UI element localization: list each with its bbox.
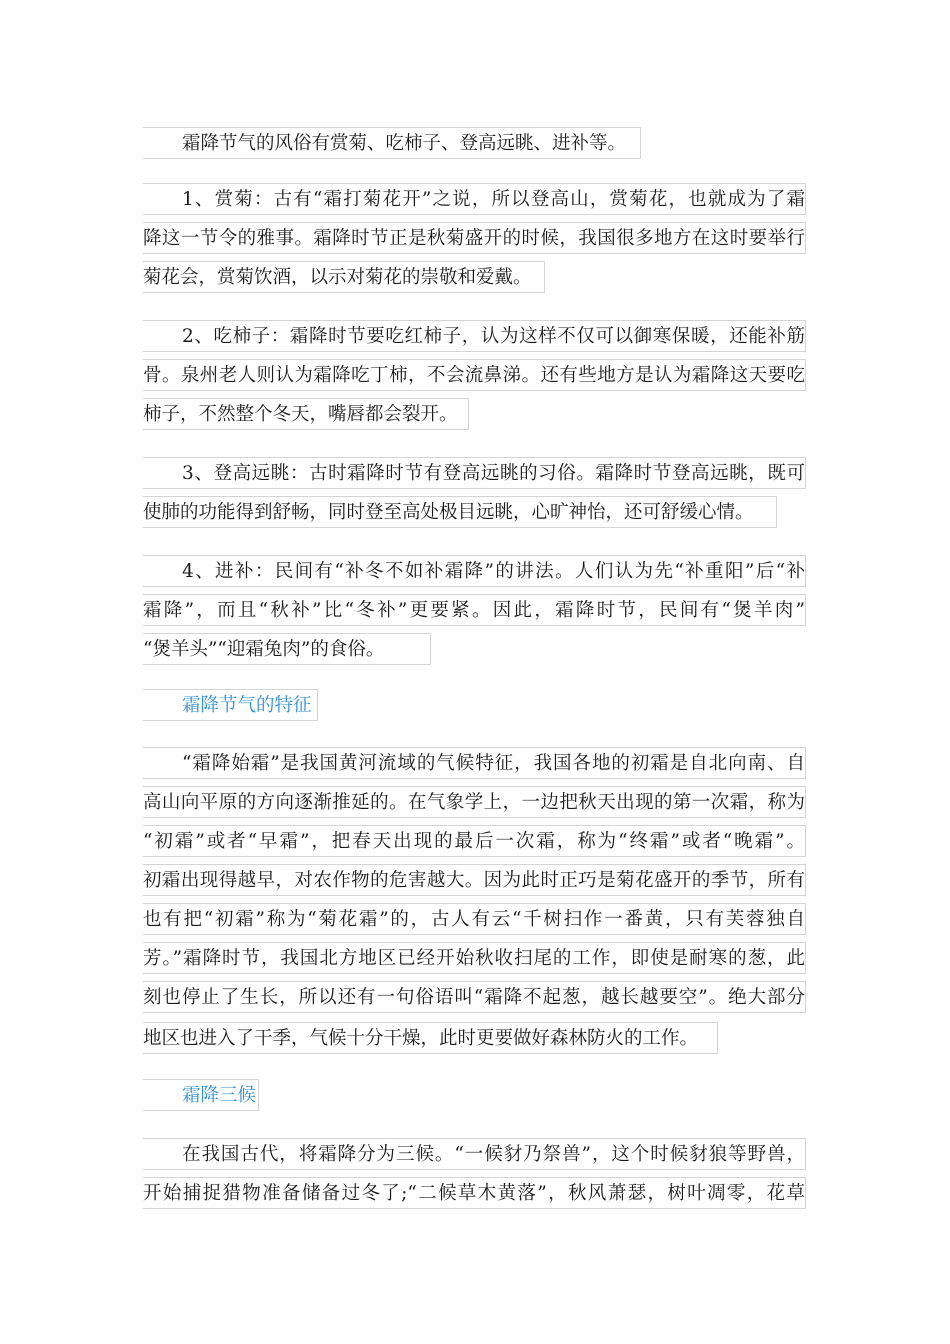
- custom-tonic-line-2: 霜降”，而且“秋补”比“冬补”更要紧。因此，霜降时节，民间有“煲羊肉”: [143, 594, 806, 626]
- custom-persimmon-line-2: 骨。泉州老人则认为霜降吃丁柿，不会流鼻涕。还有些地方是认为霜降这天要吃: [143, 359, 806, 391]
- custom-tonic-line-3: “煲羊头”“迎霜兔肉”的食俗。: [143, 633, 431, 665]
- custom-chrysanthemum-line-3: 菊花会，赏菊饮酒，以示对菊花的崇敬和爱戴。: [143, 261, 545, 293]
- section-heading-three-periods: 霜降三候: [143, 1079, 259, 1111]
- custom-persimmon-line-1: 2、吃柿子：霜降时节要吃红柿子，认为这样不仅可以御寒保暖，还能补筋: [143, 320, 806, 352]
- custom-persimmon-line-3: 柿子，不然整个冬天，嘴唇都会裂开。: [143, 398, 469, 430]
- characteristics-line-3: “初霜”或者“早霜”，把春天出现的最后一次霜，称为“终霜”或者“晚霜”。: [143, 825, 806, 857]
- custom-climbing-line-1: 3、登高远眺：古时霜降时节有登高远眺的习俗。霜降时节登高远眺，既可: [143, 457, 806, 489]
- characteristics-line-4: 初霜出现得越早，对农作物的危害越大。因为此时正巧是菊花盛开的季节，所有: [143, 864, 806, 896]
- three-periods-line-1: 在我国古代，将霜降分为三候。“一候豺乃祭兽”，这个时候豺狼等野兽，: [143, 1138, 806, 1170]
- custom-climbing-line-2: 使肺的功能得到舒畅，同时登至高处极目远眺，心旷神怡，还可舒缓心情。: [143, 496, 777, 528]
- characteristics-line-7: 刻也停止了生长，所以还有一句俗语叫“霜降不起葱，越长越要空”。绝大部分: [143, 981, 806, 1013]
- custom-tonic-line-1: 4、进补：民间有“补冬不如补霜降”的讲法。人们认为先“补重阳”后“补: [143, 555, 806, 587]
- characteristics-line-8: 地区也进入了干季，气候十分干燥，此时更要做好森林防火的工作。: [143, 1022, 718, 1054]
- characteristics-line-6: 芳。”霜降时节，我国北方地区已经开始秋收扫尾的工作，即使是耐寒的葱，此: [143, 942, 806, 974]
- custom-chrysanthemum-line-2: 降这一节令的雅事。霜降时节正是秋菊盛开的时候，我国很多地方在这时要举行: [143, 222, 806, 254]
- characteristics-line-2: 高山向平原的方向逐渐推延的。在气象学上，一边把秋天出现的第一次霜，称为: [143, 786, 806, 818]
- characteristics-line-1: “霜降始霜”是我国黄河流域的气候特征，我国各地的初霜是自北向南、自: [143, 747, 806, 779]
- custom-chrysanthemum-line-1: 1、赏菊：古有“霜打菊花开”之说，所以登高山，赏菊花，也就成为了霜: [143, 183, 806, 215]
- section-heading-characteristics: 霜降节气的特征: [143, 689, 318, 721]
- characteristics-line-5: 也有把“初霜”称为“菊花霜”的，古人有云“千树扫作一番黄，只有芙蓉独自: [143, 903, 806, 935]
- three-periods-line-2: 开始捕捉猎物准备储备过冬了;“二候草木黄落”，秋风萧瑟，树叶凋零，花草: [143, 1177, 806, 1209]
- intro-line: 霜降节气的风俗有赏菊、吃柿子、登高远眺、进补等。: [143, 127, 641, 159]
